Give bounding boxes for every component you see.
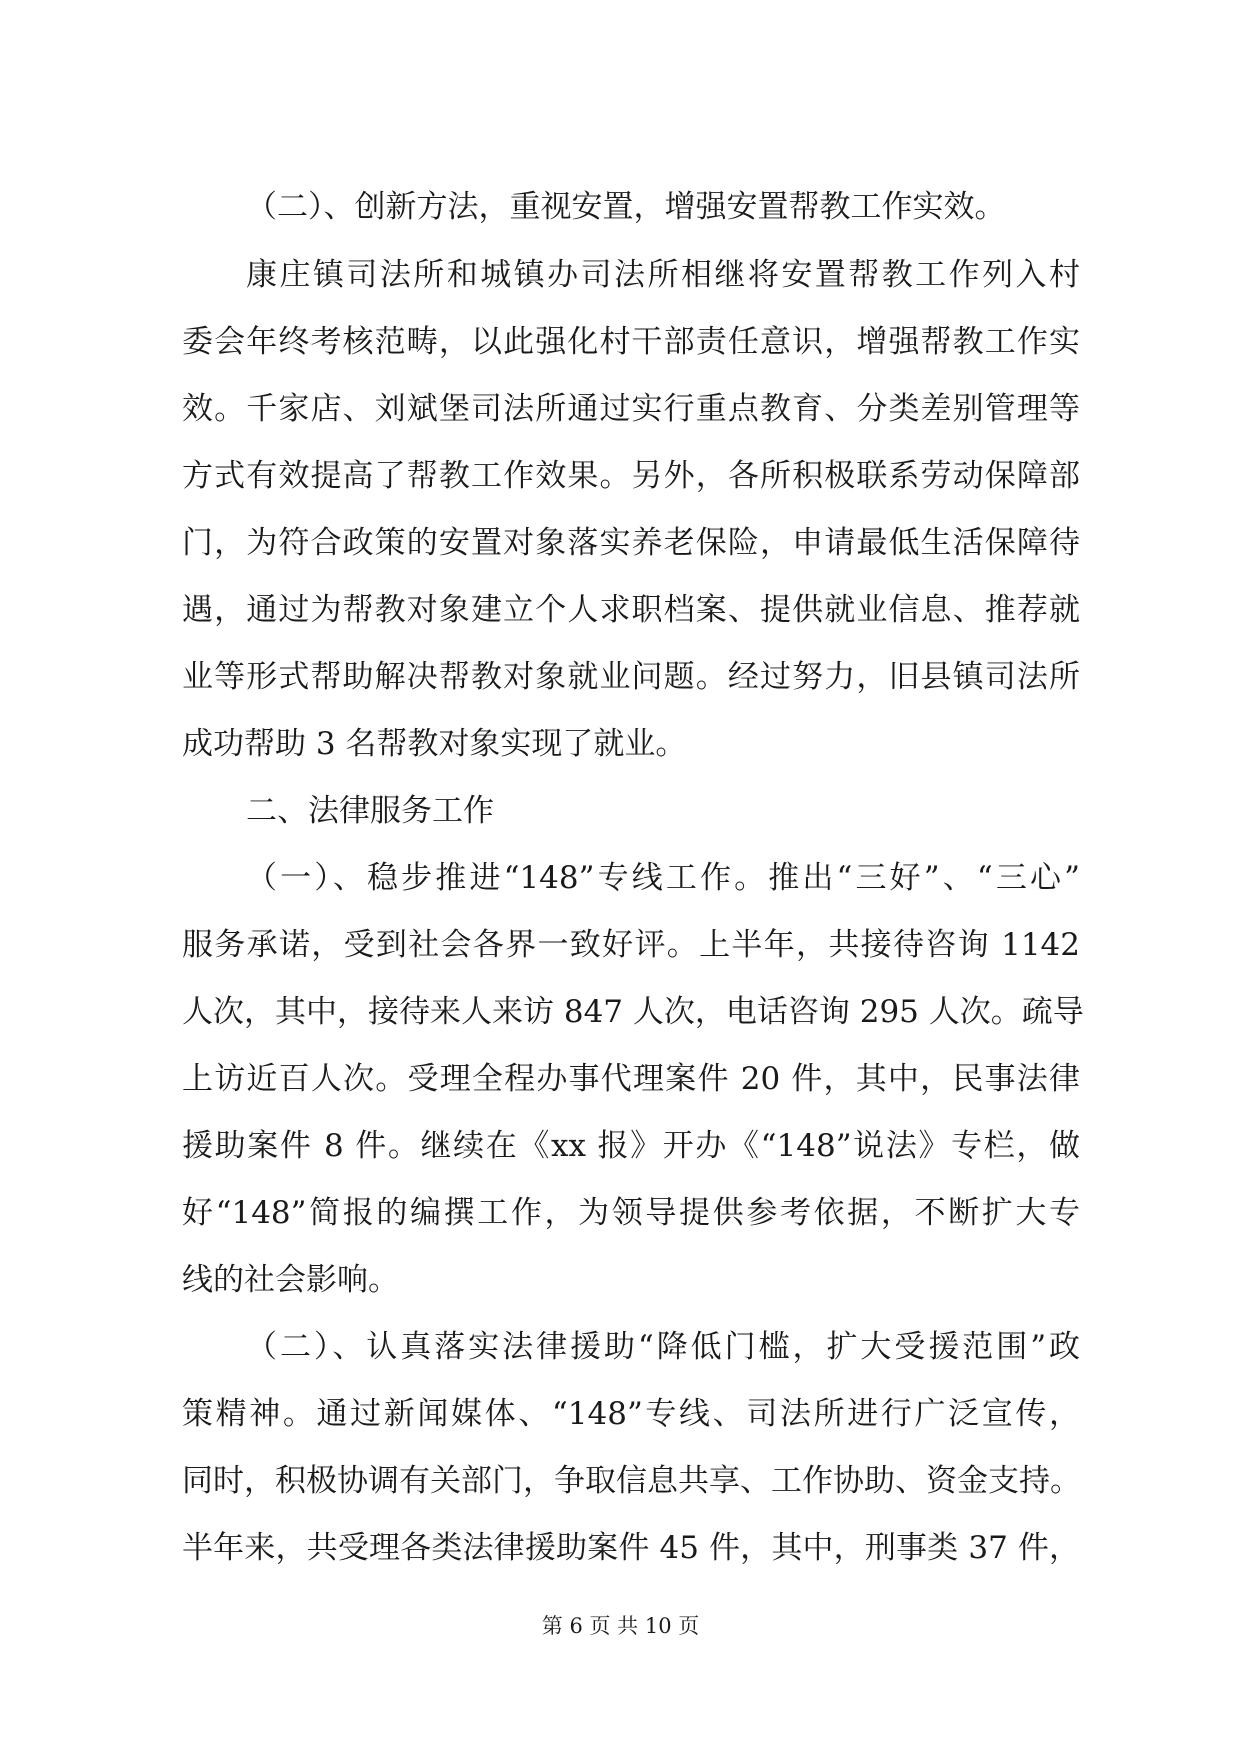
section-heading-2: 二、法律服务工作 — [246, 793, 494, 829]
paragraph-line: 效。千家店、刘斌堡司法所通过实行重点教育、分类差别管理等 — [182, 391, 1080, 427]
paragraph-line: 线的社会影响。 — [182, 1262, 399, 1298]
subsection-heading-1: （一）、稳步推进“148”专线工作。推出“三好”、“三心” — [246, 860, 1080, 896]
subsection-heading-2: （二）、创新方法，重视安置，增强安置帮教工作实效。 — [246, 189, 1006, 225]
paragraph-line: 半年来，共受理各类法律援助案件 45 件，其中，刑事类 37 件， — [182, 1530, 1080, 1566]
paragraph-line: 好“148”简报的编撰工作，为领导提供参考依据，不断扩大专 — [182, 1195, 1080, 1231]
paragraph-line: 成功帮助 3 名帮教对象实现了就业。 — [182, 726, 687, 762]
paragraph-line: 服务承诺，受到社会各界一致好评。上半年，共接待咨询 1142 — [182, 927, 1080, 963]
paragraph-line: 业等形式帮助解决帮教对象就业问题。经过努力，旧县镇司法所 — [182, 659, 1080, 695]
paragraph-line: 援助案件 8 件。继续在《xx 报》开办《“148”说法》专栏，做 — [182, 1128, 1080, 1164]
subsection-heading-2b: （二）、认真落实法律援助“降低门槛，扩大受援范围”政 — [246, 1329, 1080, 1365]
paragraph-line: 上访近百人次。受理全程办事代理案件 20 件，其中，民事法律 — [182, 1061, 1080, 1097]
paragraph-line: 委会年终考核范畴，以此强化村干部责任意识，增强帮教工作实 — [182, 324, 1080, 360]
paragraph-line: 策精神。通过新闻媒体、“148”专线、司法所进行广泛宣传， — [182, 1396, 1080, 1432]
paragraph-line: 康庄镇司法所和城镇办司法所相继将安置帮教工作列入村 — [246, 257, 1080, 293]
paragraph-line: 人次，其中，接待来人来访 847 人次，电话咨询 295 人次。疏导 — [182, 994, 1084, 1030]
paragraph-line: 遇，通过为帮教对象建立个人求职档案、提供就业信息、推荐就 — [182, 592, 1080, 628]
paragraph-line: 门，为符合政策的安置对象落实养老保险，申请最低生活保障待 — [182, 525, 1080, 561]
paragraph-line: 方式有效提高了帮教工作效果。另外，各所积极联系劳动保障部 — [182, 458, 1080, 494]
paragraph-line: 同时，积极协调有关部门，争取信息共享、工作协助、资金支持。 — [182, 1463, 1081, 1499]
page-footer: 第 6 页 共 10 页 — [541, 1614, 700, 1638]
